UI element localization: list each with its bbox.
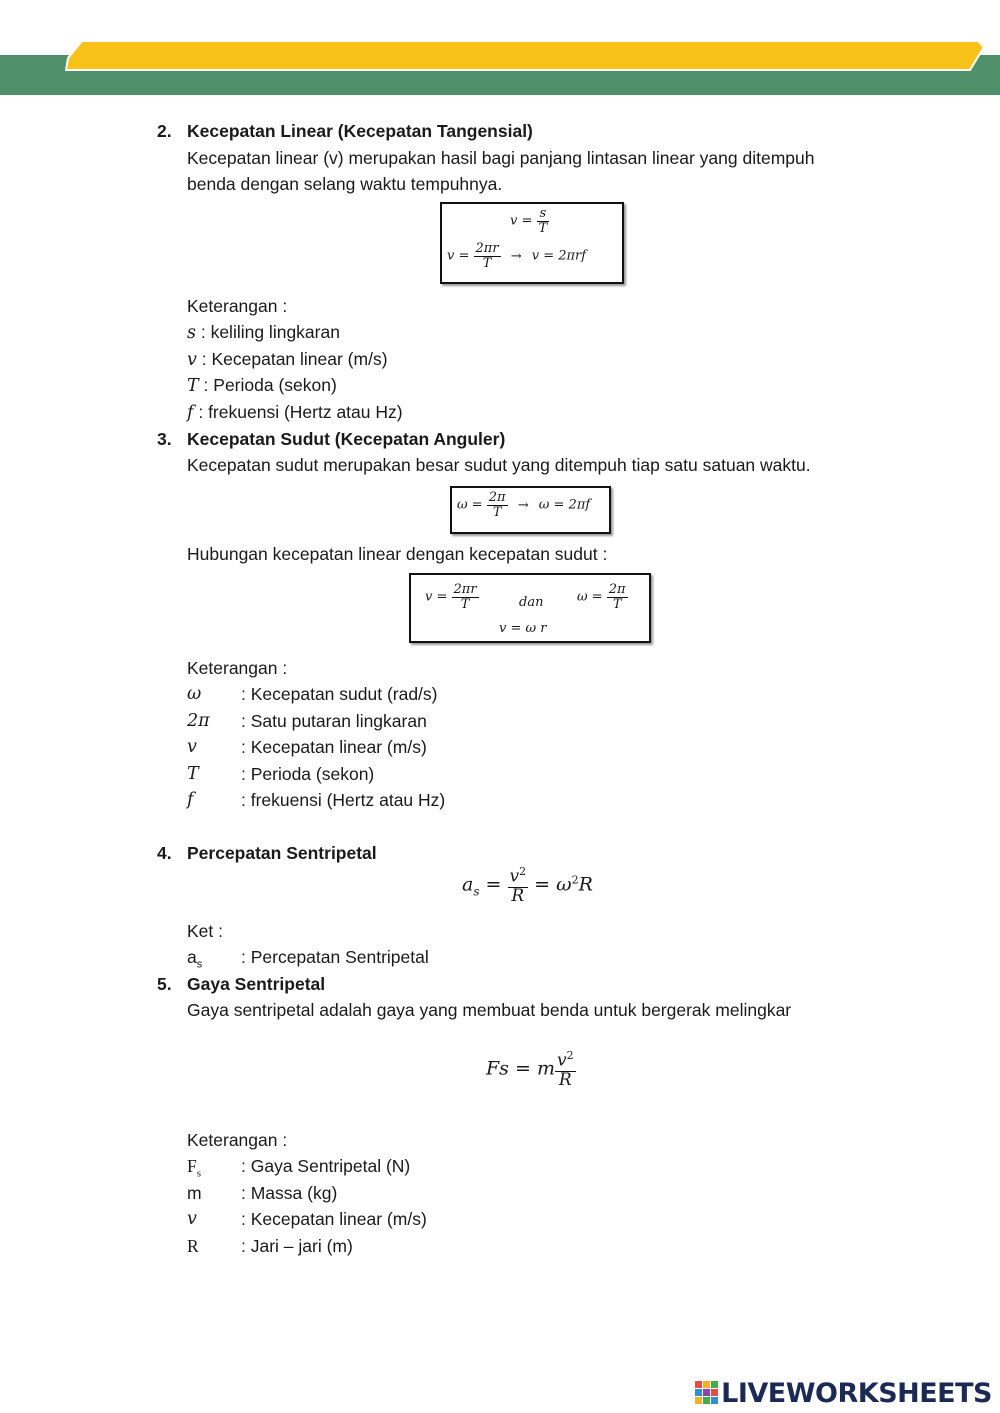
section-2-title: Kecepatan Linear (Kecepatan Tangensial) xyxy=(187,121,533,141)
section-3-ket-desc: : Kecepatan sudut (rad/s) xyxy=(241,684,438,704)
section-2-ket-item: v : Kecepatan linear (m/s) xyxy=(187,349,388,370)
section-5-ket-desc: : Jari – jari (m) xyxy=(241,1236,353,1256)
section-3-ket-symbol: T xyxy=(187,764,199,784)
section-4-title: Percepatan Sentripetal xyxy=(187,843,377,863)
section-3-keterangan-title: Keterangan : xyxy=(187,658,288,678)
formula-box-relation xyxy=(409,573,651,643)
formula-v-s-over-T: v = $\frac{s}{T}$ xyxy=(510,206,548,236)
section-2-number: 2. xyxy=(157,121,172,141)
formula-box-linear-velocity xyxy=(440,202,624,284)
section-5-keterangan-title: Keterangan : xyxy=(187,1130,288,1150)
section-3-ket-symbol: ω xyxy=(187,684,202,704)
logo-text: LIVEWORKSHEETS xyxy=(721,1377,992,1409)
header-yellow-ribbon xyxy=(66,41,984,70)
section-3-ket-symbol: v xyxy=(187,737,197,757)
formula-v-2pir-over-T: v = $\frac{2\pi r}{T}$ xyxy=(425,582,477,612)
section-2-ket-item: s : keliling lingkaran xyxy=(187,322,340,343)
lw-grid-icon xyxy=(695,1381,719,1405)
formula-centripetal-force: Fs = m $\frac{v^2}{R}$ xyxy=(486,1049,574,1090)
section-4-ket-title: Ket : xyxy=(187,921,223,941)
header-banner xyxy=(0,0,1000,100)
section-2-keterangan-title: Keterangan : xyxy=(187,296,288,316)
section-5-title: Gaya Sentripetal xyxy=(187,974,326,994)
section-5-ket-symbol: v xyxy=(187,1209,197,1229)
section-3-relation-text: Hubungan kecepatan linear dengan kecepatan sudut : xyxy=(187,544,608,564)
liveworksheets-logo[interactable] xyxy=(695,1376,992,1410)
section-3-ket-symbol: 2π xyxy=(187,711,210,731)
section-5-ket-desc: : Kecepatan linear (m/s) xyxy=(241,1209,427,1229)
formula-omega-2pi-over-T: ω = $\frac{2\pi}{T}$ xyxy=(577,582,626,612)
section-5-paragraph: Gaya sentripetal adalah gaya yang membuat benda untuk bergerak melingkar xyxy=(187,1000,792,1020)
formula-v-omega-r: v = ω r xyxy=(499,621,547,636)
section-5-number: 5. xyxy=(157,974,172,994)
formula-omega: ω = $\frac{2\pi}{T}$ → ω = 2πf xyxy=(457,490,591,520)
section-4-number: 4. xyxy=(157,843,172,863)
section-3-ket-desc: : Perioda (sekon) xyxy=(241,764,375,784)
section-3-title: Kecepatan Sudut (Kecepatan Anguler) xyxy=(187,429,506,449)
formula-v-2pir-over-T: v = $\frac{2\pi r}{T}$ → v = 2πrf xyxy=(447,241,587,271)
section-5-ket-desc: : Gaya Sentripetal (N) xyxy=(241,1156,411,1176)
section-3-ket-desc: : frekuensi (Hertz atau Hz) xyxy=(241,790,446,810)
section-5-ket-symbol: R xyxy=(187,1236,199,1256)
section-5-ket-symbol: $F_s$ xyxy=(187,1156,202,1180)
section-3-ket-symbol: f xyxy=(187,790,194,810)
section-4-ket-symbol: $a_s$ xyxy=(187,947,203,971)
section-2-paragraph-line1: Kecepatan linear (v) merupakan hasil bagi panjang lintasan linear yang ditempuh xyxy=(187,148,815,168)
section-5-ket-symbol: m xyxy=(187,1183,202,1203)
section-4-ket-desc: : Percepatan Sentripetal xyxy=(241,947,429,967)
section-3-ket-desc: : Satu putaran lingkaran xyxy=(241,711,427,731)
section-2-ket-item: T : Perioda (sekon) xyxy=(187,375,337,396)
section-2-ket-item: f : frekuensi (Hertz atau Hz) xyxy=(187,402,403,423)
section-2-paragraph-line2: benda dengan selang waktu tempuhnya. xyxy=(187,174,503,194)
formula-centripetal-acceleration: $a_s$ = $\frac{v^2}{R}$ = $\omega^2R$ xyxy=(462,865,593,906)
section-3-number: 3. xyxy=(157,429,172,449)
section-5-ket-desc: : Massa (kg) xyxy=(241,1183,338,1203)
section-3-paragraph: Kecepatan sudut merupakan besar sudut yang ditempuh tiap satu satuan waktu. xyxy=(187,455,811,475)
formula-box-angular-velocity xyxy=(450,486,611,534)
section-3-ket-desc: : Kecepatan linear (m/s) xyxy=(241,737,427,757)
formula-dan: dan xyxy=(519,595,544,610)
